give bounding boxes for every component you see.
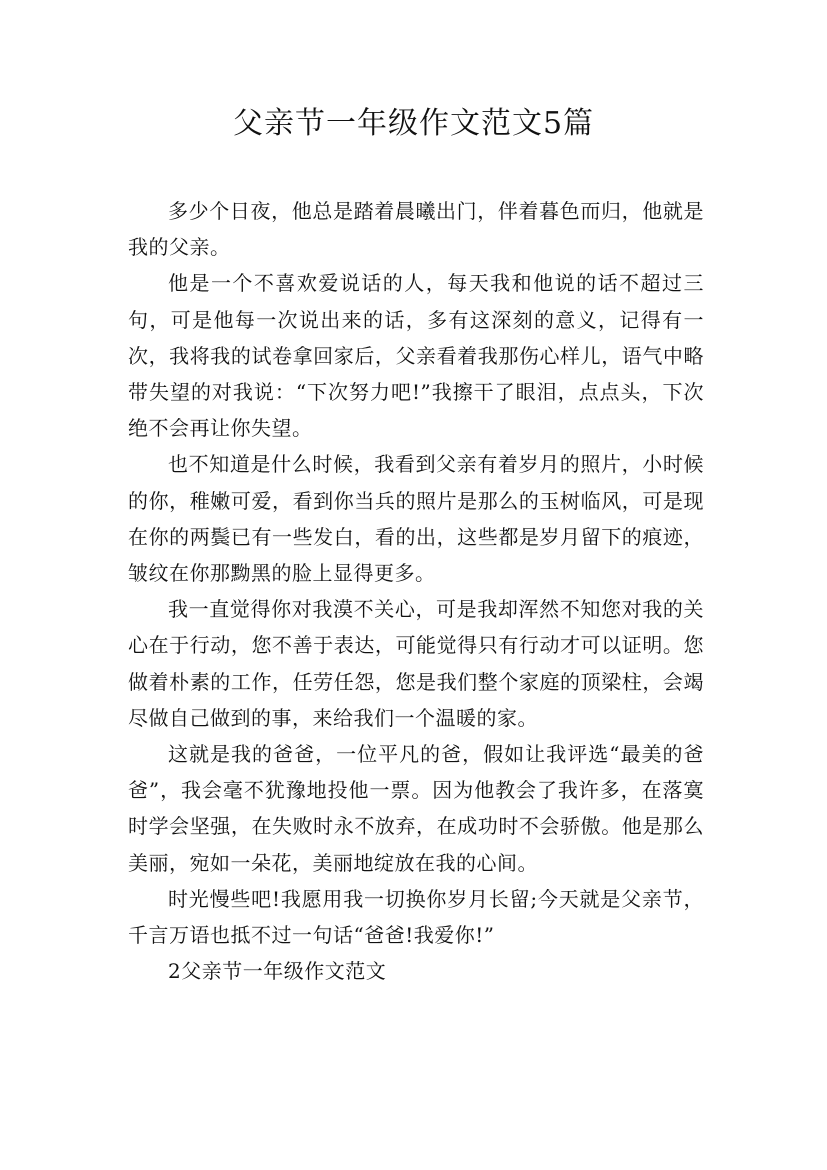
document-body [128,193,704,989]
paragraph: 他是一个不喜欢爱说话的人，每天我和他说的话不超过三句，可是他每一次说出来的话，多有这深刻的意义，记得有一次，我将我的试卷拿回家后，父亲看着我那伤心样儿，语气中略带失望的对我说：“下次努力吧!”我擦干了眼泪，点点头，下次绝不会再让你失望。 [128,271,704,441]
paragraph: 我一直觉得你对我漠不关心，可是我却浑然不知您对我的关心在于行动，您不善于表达，可能觉得只有行动才可以证明。您做着朴素的工作，任劳任怨，您是我们整个家庭的顶梁柱，会竭尽做自己做到的事，来给我们一个温暖的家。 [128,597,704,730]
paragraph: 这就是我的爸爸，一位平凡的爸，假如让我评选“最美的爸爸”，我会毫不犹豫地投他一票。因为他教会了我许多，在落寞时学会坚强，在失败时永不放弃，在成功时不会骄傲。他是那么美丽，宛如一朵花，美丽地绽放在我的心间。 [128,742,704,875]
section-heading: 2父亲节一年级作文范文 [168,959,387,984]
paragraph: 时光慢些吧!我愿用我一切换你岁月长留;今天就是父亲节，千言万语也抵不过一句话“爸爸!我爱你!” [128,886,704,948]
document-title: 父亲节一年级作文范文5篇 [232,106,595,141]
paragraph: 也不知道是什么时候，我看到父亲有着岁月的照片，小时候的你，稚嫩可爱，看到你当兵的照片是那么的玉树临风，可是现在你的两鬓已有一些发白，看的出，这些都是岁月留下的痕迹，皱纹在你那黝黑的脸上显得更多。 [128,452,704,586]
paragraph: 多少个日夜，他总是踏着晨曦出门，伴着暮色而归，他就是我的父亲。 [128,199,704,260]
